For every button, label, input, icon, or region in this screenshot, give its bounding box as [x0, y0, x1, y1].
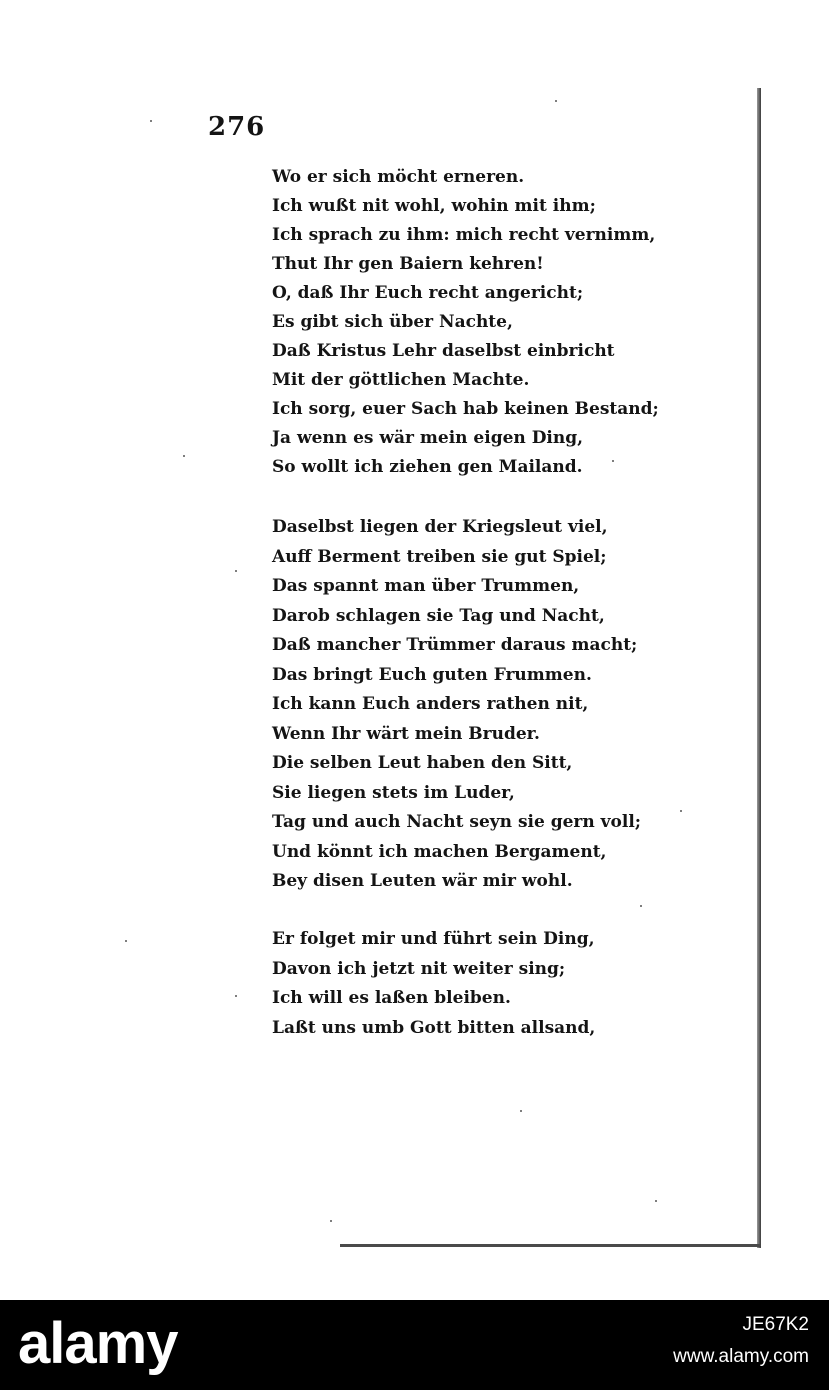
page-bottom-edge [340, 1244, 760, 1247]
verse-line: Die selben Leut haben den Sitt, [272, 753, 573, 773]
verse-line: O, daß Ihr Euch recht angericht; [272, 283, 584, 303]
verse-line: Bey disen Leuten wär mir wohl. [272, 871, 573, 891]
verse-line: Thut Ihr gen Baiern kehren! [272, 254, 544, 274]
verse-line: Ich sprach zu ihm: mich recht vernimm, [272, 225, 656, 245]
scan-speck [612, 460, 614, 462]
verse-line: Daß Kristus Lehr daselbst einbricht [272, 341, 615, 361]
scan-speck [150, 120, 152, 122]
verse-line: Ich sorg, euer Sach hab keinen Bestand; [272, 399, 659, 419]
scan-speck [235, 995, 237, 997]
verse-line: Darob schlagen sie Tag und Nacht, [272, 605, 605, 626]
page-edge-shadow [757, 88, 761, 1248]
scan-speck [640, 905, 642, 907]
verse-line: Ich wußt nit wohl, wohin mit ihm; [272, 196, 596, 216]
verse-line: Mit der göttlichen Machte. [272, 370, 530, 390]
verse-line: Wo er sich möcht erneren. [272, 167, 525, 187]
verse-line: Tag und auch Nacht seyn sie gern voll; [272, 812, 642, 832]
verse-line: Er folget mir und führt sein Ding, [272, 929, 595, 949]
verse-line: Und könnt ich machen Bergament, [272, 841, 607, 862]
scan-speck [330, 1220, 332, 1222]
verse-line: Auff Berment treiben sie gut Spiel; [272, 546, 607, 567]
verse-line: Wenn Ihr wärt mein Bruder. [272, 723, 540, 744]
verse-line: Ja wenn es wär mein eigen Ding, [272, 428, 584, 448]
verse-line: Es gibt sich über Nachte, [272, 312, 513, 332]
scan-speck [655, 1200, 657, 1202]
verse-line: Daß mancher Trümmer daraus macht; [272, 635, 638, 655]
scan-speck [680, 810, 682, 812]
verse-line: Ich kann Euch anders rathen nit, [272, 694, 589, 714]
verse-line: Das bringt Euch guten Frummen. [272, 664, 592, 685]
stanza-1 [272, 163, 659, 482]
verse-line: So wollt ich ziehen gen Mailand. [272, 457, 583, 477]
verse-line: Daselbst liegen der Kriegsleut viel, [272, 517, 608, 537]
stanza-3 [272, 925, 595, 1043]
verse-line: Laßt uns umb Gott bitten allsand, [272, 1017, 596, 1038]
verse-line: Das spannt man über Trummen, [272, 576, 580, 596]
scan-speck [183, 455, 185, 457]
watermark-footer [0, 1300, 829, 1390]
brand-logo: alamy [18, 1311, 178, 1376]
verse-line: Davon ich jetzt nit weiter sing; [272, 958, 566, 979]
verse-line: Ich will es laßen bleiben. [272, 988, 511, 1008]
stanza-2 [272, 513, 641, 897]
scan-speck [520, 1110, 522, 1112]
scan-speck [125, 940, 127, 942]
verse-line: Sie liegen stets im Luder, [272, 782, 515, 803]
page-number: 276 [208, 112, 266, 142]
image-id: JE67K2 [742, 1314, 809, 1335]
scan-speck [235, 570, 237, 572]
scan-speck [555, 100, 557, 102]
site-url: www.alamy.com [673, 1346, 809, 1367]
